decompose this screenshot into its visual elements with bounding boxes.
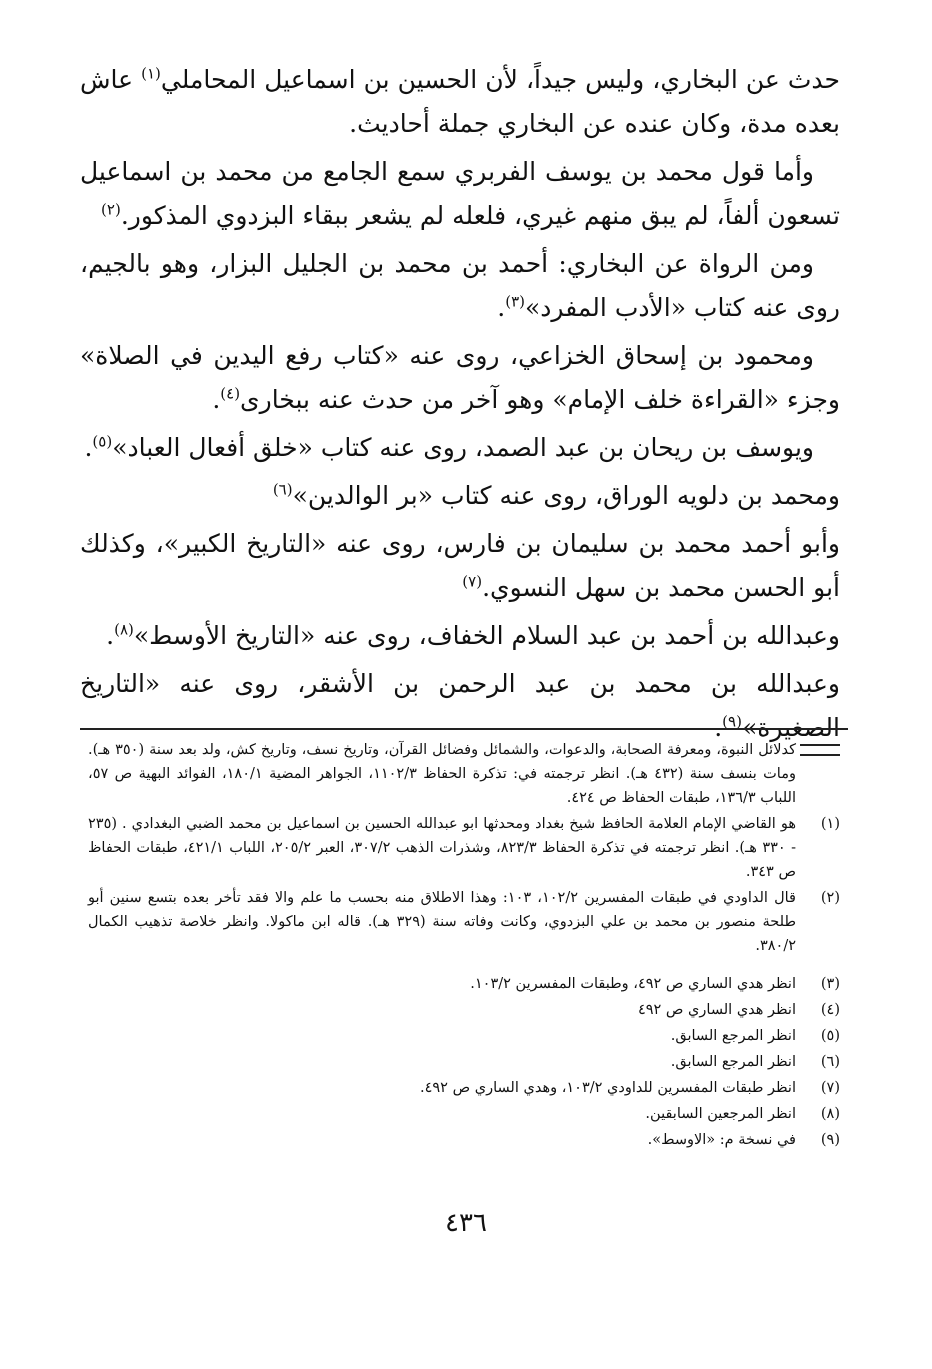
paragraph-text: ومن الرواة عن البخاري: أحمد بن محمد بن الجليل البزار، وهو بالجيم، روى عنه كتاب «الأدب المفرد» — [80, 249, 840, 322]
footnote-8 — [88, 1102, 840, 1126]
paragraph-8 — [80, 614, 840, 658]
footnote-separator — [80, 728, 848, 730]
paragraph-6 — [80, 474, 840, 518]
paragraph-text: وأما قول محمد بن يوسف الفربري سمع الجامع من محمد بن اسماعيل تسعون ألفاً، لم يبق منهم غيري، فلعله لم يشعر ببقاء البزدوي المذكور. — [80, 157, 840, 230]
paragraph-3 — [80, 242, 840, 330]
footnote-1 — [88, 812, 840, 884]
footnote-number: (٤) — [820, 1002, 840, 1018]
paragraph-text: ومحمد بن دلويه الوراق، روى عنه كتاب «بر الوالدين» — [292, 481, 840, 510]
footnote-text: انظر طبقات المفسرين للداودي ١٠٣/٢، وهدي الساري ص ٤٩٢. — [419, 1080, 796, 1096]
footnote-text: انظر المرجعين السابقين. — [645, 1106, 796, 1122]
footnote-number: (٢) — [820, 890, 840, 906]
footnote-text: انظر هدي الساري ص ٤٩٢ — [637, 1002, 796, 1018]
paragraph-tail: عاش بعده مدة، وكان عنده عن البخاري جملة أحاديث. — [80, 65, 840, 138]
footnote-text: انظر المرجع السابق. — [670, 1028, 796, 1044]
footnote-continuation — [88, 738, 840, 810]
footnote-text: كدلائل النبوة، ومعرفة الصحابة، والدعوات، والشمائل وفضائل القرآن، وتاريخ نسف، وتاريخ كش، ولد بعد سنة (٣٥٠ هـ). ومات بنسف سنة (٤٣٢ هـ). انظر ترجمته في: تذكرة الحفاظ ١١٠٢/٣، الجواهر المضية ١٨٠/١، الفوائد البهية ص ٥٧، اللباب ١٣٦/٣، طبقات الحفاظ ص ٤٢٤. — [88, 742, 796, 806]
paragraph-9 — [80, 662, 840, 750]
paragraph-1 — [80, 58, 840, 146]
paragraph-text: وأبو أحمد محمد بن سليمان بن فارس، روى عنه «التاريخ الكبير»، وكذلك أبو الحسن محمد بن سهل النسوي. — [80, 529, 840, 602]
footnote-text: انظر هدي الساري ص ٤٩٢، وطبقات المفسرين ١٠٣/٢. — [470, 976, 796, 992]
paragraph-tail: . — [212, 385, 221, 414]
footnote-number: (٨) — [820, 1106, 840, 1122]
footnote-text: في نسخة م: «الاوسط». — [647, 1132, 796, 1148]
footnote-ref: (١) — [141, 64, 161, 83]
paragraph-tail: . — [106, 621, 115, 650]
paragraph-4 — [80, 334, 840, 422]
paragraph-tail: . — [497, 293, 506, 322]
footnote-number: (٧) — [820, 1080, 840, 1096]
paragraph-text: ومحمود بن إسحاق الخزاعي، روى عنه «كتاب رفع اليدين في الصلاة» وجزء «القراءة خلف الإمام» وهو آخر من حدث عنه ببخارى — [80, 341, 840, 414]
paragraph-text: ويوسف بن ريحان بن عبد الصمد، روى عنه كتاب «خلق أفعال العباد» — [112, 433, 814, 462]
footnote-5 — [88, 1024, 840, 1048]
footnote-6 — [88, 1050, 840, 1074]
footnote-7 — [88, 1076, 840, 1100]
footnote-ref: (٨) — [114, 620, 134, 639]
paragraph-text: وعبدالله بن أحمد بن عبد السلام الخفاف، روى عنه «التاريخ الأوسط» — [133, 621, 840, 650]
footnote-number: (٩) — [820, 1132, 840, 1148]
paragraph-text: حدث عن البخاري، وليس جيداً، لأن الحسين بن اسماعيل المحاملي — [160, 65, 841, 94]
footnote-ref: (٦) — [272, 480, 293, 499]
footnote-ref: (٣) — [505, 292, 525, 311]
footnote-ref: (٥) — [92, 432, 113, 451]
footnote-ref: (٢) — [101, 200, 121, 219]
continuation-mark — [796, 738, 840, 810]
page-number: ٤٣٦ — [445, 1208, 487, 1238]
paragraph-2 — [80, 150, 840, 238]
footnote-number: (٣) — [820, 976, 840, 992]
footnote-text: قال الداودي في طبقات المفسرين ١٠٢/٢، ١٠٣: وهذا الاطلاق منه بحسب ما علم والا فقد تأخر بعده بتسع سنين أبو طلحة منصور بن محمد بن علي البزدوي، وكانت وفاته سنة (٣٢٩ هـ). قاله ابن ماكولا. وانظر خلاصة تذهيب الكمال ٣٨٠/٢. — [88, 890, 797, 954]
footnote-number: (٦) — [820, 1054, 840, 1070]
footnote-ref: (٧) — [462, 572, 483, 591]
footnote-ref: (٤) — [220, 384, 241, 403]
footnote-number: (١) — [820, 816, 840, 832]
footnote-2 — [88, 886, 840, 958]
paragraph-text: وعبدالله بن محمد بن عبد الرحمن بن الأشقر، روى عنه «التاريخ الصغيرة» — [80, 669, 840, 742]
footnote-4 — [88, 998, 840, 1022]
paragraph-tail: . — [714, 713, 723, 742]
footnote-number: (٥) — [820, 1028, 840, 1044]
footnote-9 — [88, 1128, 840, 1152]
footnote-text: انظر المرجع السابق. — [670, 1054, 796, 1070]
paragraph-5 — [80, 426, 840, 470]
footnote-ref: (٩) — [722, 712, 742, 731]
footnotes — [88, 738, 840, 1154]
footnote-text: هو القاضي الإمام العلامة الحافظ شيخ بغداد ومحدثها ابو عبدالله الحسين بن اسماعيل بن محمد الضبي البغدادي . (٢٣٥ - ٣٣٠ هـ). انظر ترجمته في تذكرة الحفاظ ٨٢٣/٣، وشذرات الذهب ٣٠٧/٢، العبر ٢٠٥/٢، اللباب ٤٢١/١، طبقات الحفاظ ص ٣٤٣. — [88, 816, 797, 880]
footnote-3 — [88, 972, 840, 996]
paragraph-tail: . — [84, 433, 93, 462]
main-text — [80, 58, 840, 754]
paragraph-7 — [80, 522, 840, 610]
